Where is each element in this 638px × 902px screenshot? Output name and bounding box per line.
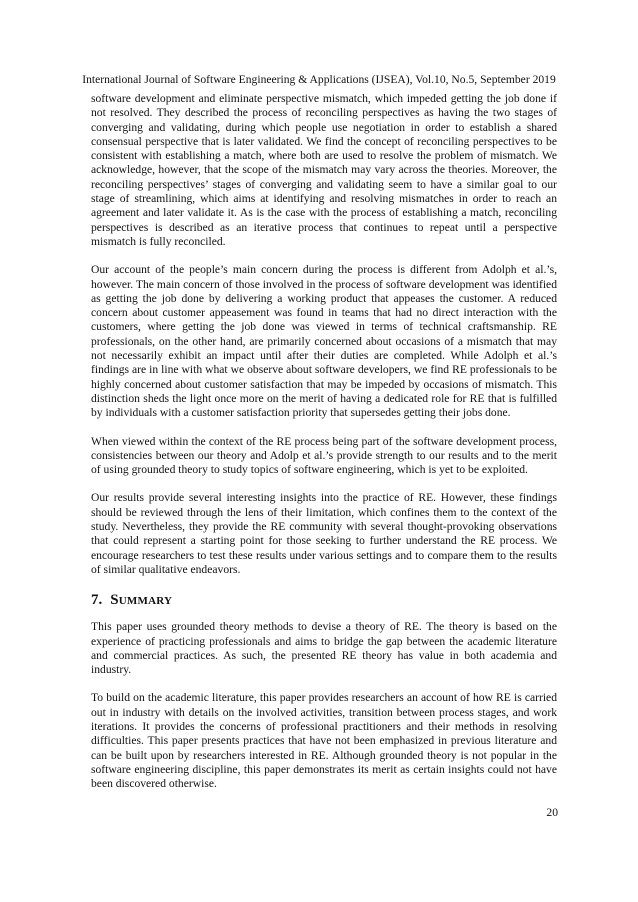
section-heading-summary: [91, 591, 557, 609]
page-number: 20: [546, 806, 558, 819]
running-header: International Journal of Software Engineering & Applications (IJSEA), Vol.10, No.5, September 2019: [82, 73, 556, 86]
paragraph-re-process-context: When viewed within the context of the RE process being part of the software development process, consistencies between our theory and Adolp et al.’s provide strength to our results and to the merit of using grounded theory to study topics of software engineering, which is yet to be exploited.: [91, 434, 557, 477]
section-title: Summary: [110, 592, 173, 609]
paragraph-main-concern: Our account of the people’s main concern during the process is different from Adolph et al.’s, however. The main concern of those involved in the process of software development was identified as getting the job done by delivering a working product that appeases the customer. A reduced concern about customer appeasement was found in teams that had no direct interaction with the customers, where getting the job done was viewed in terms of technical craftsmanship. RE professionals, on the other hand, are primarily concerned about occasions of a mismatch that may not necessarily exhibit an impact until after their duties are completed. While Adolph et al.’s findings are in line with what we observe about software developers, we find RE professionals to be highly concerned about customer satisfaction that may be impeded by occasions of mismatch. This distinction sheds the light once more on the merit of having a dedicated role for RE that is fulfilled by individuals with a customer satisfaction priority that supersedes getting their jobs done.: [91, 263, 557, 420]
paragraph-summary-contributions: To build on the academic literature, this paper provides researchers an account of how RE is carried out in industry with details on the involved activities, transition between process stages, and work iterations. It provides the concerns of professional practitioners and their methods in resolving difficulties. This paper presents practices that have not been emphasized in previous literature and can be built upon by researchers interested in RE. Although grounded theory is not popular in the software engineering discipline, this paper demonstrates its merit as certain insights could not have been discovered otherwise.: [91, 691, 557, 791]
section-number: 7.: [91, 592, 103, 609]
paragraph-summary-overview: This paper uses grounded theory methods to devise a theory of RE. The theory is based on the experience of practicing professionals and aims to bridge the gap between the academic literature and commercial practices. As such, the presented RE theory has value in both academia and industry.: [91, 620, 557, 677]
page-body: [91, 92, 557, 805]
paragraph-reconciling-perspectives: software development and eliminate perspective mismatch, which impeded getting the job done if not resolved. They described the process of reconciling perspectives as having the two stages of converging and validating, during which people use negotiation in order to establish a shared consensual perspective that is later validated. We find the concept of reconciling perspectives to be consistent with establishing a match, where both are used to resolve the problem of mismatch. We acknowledge, however, that the scope of the mismatch may vary across the theories. Moreover, the reconciling perspectives’ stages of converging and validating seem to have a similar goal to our stage of streamlining, which aims at identifying and resolving mismatches in order to reach an agreement and later validate it. As is the case with the process of establishing a match, reconciling perspectives is described as an iterative process that continues to repeat until a perspective mismatch is fully reconciled.: [91, 92, 557, 248]
paragraph-insights-limitations: Our results provide several interesting insights into the practice of RE. However, these findings should be reviewed through the lens of their limitation, which confines them to the context of the study. Nevertheless, they provide the RE community with several thought-provoking observations that could represent a starting point for those seeking to further understand the RE process. We encourage researchers to test these results under various settings and to compare them to the results of similar qualitative endeavors.: [91, 491, 557, 576]
